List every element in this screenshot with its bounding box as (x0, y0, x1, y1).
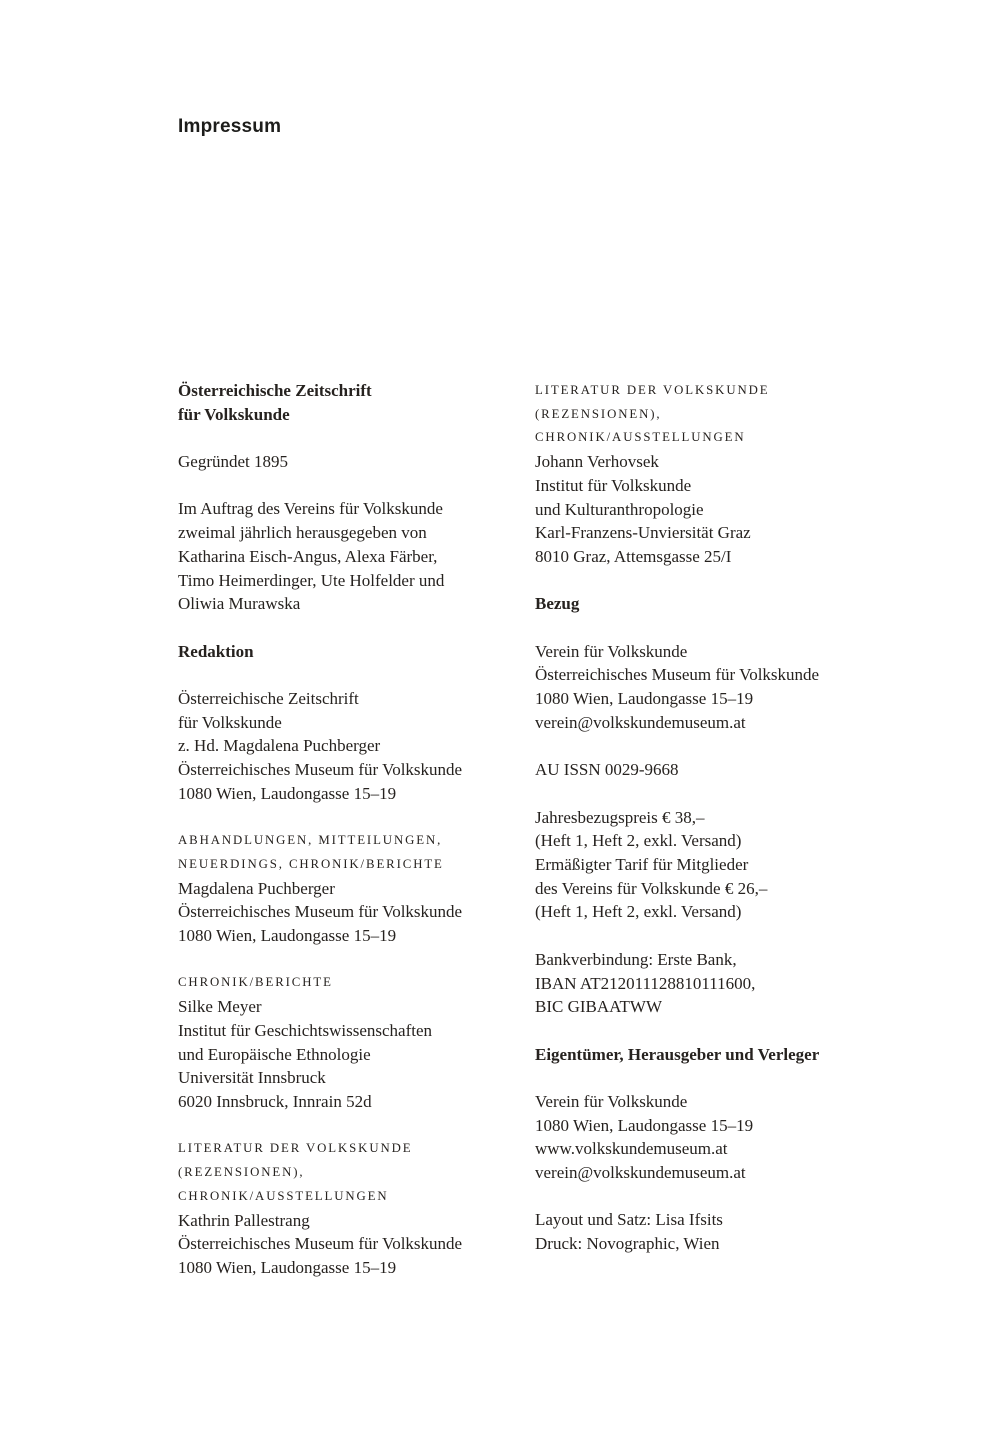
text-line: Layout und Satz: Lisa Ifsits (535, 1210, 723, 1230)
text-line: des Vereins für Volkskunde € 26,– (535, 878, 768, 898)
text-block (178, 971, 528, 1113)
section-heading-block (535, 592, 915, 616)
text-line: 1080 Wien, Laudongasse 15–19 (178, 926, 397, 946)
text-line: Österreichische Zeitschrift (178, 689, 359, 709)
text-line: Österreichisches Museum für Volkskunde (178, 902, 463, 922)
smallcaps-line: CHRONIK/BERICHTE (178, 975, 333, 990)
text-block (535, 948, 915, 1019)
text-block (535, 806, 915, 925)
text-line: zweimal jährlich herausgegeben von (178, 523, 427, 543)
text-line: Silke Meyer (178, 997, 262, 1017)
text-block (178, 687, 528, 806)
text-line: Bankverbindung: Erste Bank, (535, 949, 737, 969)
text-line: (Heft 1, Heft 2, exkl. Versand) (535, 902, 742, 922)
text-line: 1080 Wien, Laudongasse 15–19 (535, 689, 754, 709)
text-line: Jahresbezugspreis € 38,– (535, 807, 705, 827)
smallcaps-line: ABHANDLUNGEN, MITTEILUNGEN, (178, 833, 443, 848)
text-block (535, 379, 915, 569)
text-block (535, 1090, 915, 1185)
text-line: Magdalena Puchberger (178, 878, 335, 898)
text-line: Ermäßigter Tarif für Mitglieder (535, 855, 749, 874)
text-line: verein@volkskundemuseum.at (535, 1163, 746, 1183)
text-block (535, 758, 915, 782)
text-line: Johann Verhovsek (535, 452, 659, 472)
text-line: Universität Innsbruck (178, 1068, 326, 1088)
smallcaps-line: LITERATUR DER VOLKSKUNDE (535, 383, 770, 397)
text-line: Österreichisches Museum für Volkskunde (535, 665, 820, 685)
section-heading-block (535, 1043, 915, 1067)
text-line: z. Hd. Magdalena Puchberger (178, 736, 381, 756)
text-line: Institut für Geschichtswissenschaften (178, 1020, 432, 1040)
heading-line: Bezug (535, 594, 580, 614)
smallcaps-line: CHRONIK/AUSSTELLUNGEN (535, 430, 746, 445)
text-line: und Europäische Ethnologie (178, 1044, 371, 1064)
text-line: verein@volkskundemuseum.at (535, 712, 746, 732)
text-line: IBAN AT212011128810111600, (535, 973, 756, 993)
text-line: Verein für Volkskunde (535, 1091, 688, 1111)
right-column (535, 379, 915, 1280)
text-line: Verein für Volkskunde (535, 641, 688, 661)
smallcaps-line: CHRONIK/AUSSTELLUNGEN (178, 1188, 389, 1203)
text-line: 6020 Innsbruck, Innrain 52d (178, 1092, 372, 1111)
text-block (178, 450, 528, 474)
text-line: BIC GIBAATWW (535, 997, 663, 1017)
heading-line: Redaktion (178, 641, 254, 661)
text-line: Katharina Eisch-Angus, Alexa Färber, (178, 546, 438, 566)
text-line: Im Auftrag des Vereins für Volkskunde (178, 499, 443, 519)
text-line: Druck: Novographic, Wien (535, 1234, 720, 1254)
text-line: Timo Heimerdinger, Ute Holfelder und (178, 570, 445, 590)
smallcaps-line: (REZENSIONEN), (535, 406, 662, 421)
text-block (178, 829, 528, 948)
text-line: www.volkskundemuseum.at (535, 1139, 728, 1159)
text-line: Gegründet 1895 (178, 452, 289, 472)
text-line: 8010 Graz, Attemsgasse 25/I (535, 546, 732, 566)
left-column (178, 379, 528, 1303)
text-line: Österreichisches Museum für Volkskunde (178, 760, 463, 780)
text-line: AU ISSN 0029-9668 (535, 760, 679, 780)
text-line: und Kulturanthropologie (535, 499, 704, 519)
text-line: Österreichisches Museum für Volkskunde (178, 1234, 463, 1254)
text-block (178, 1137, 528, 1279)
page-title: Impressum (178, 116, 282, 137)
text-line: 1080 Wien, Laudongasse 15–19 (178, 1257, 397, 1277)
smallcaps-line: (REZENSIONEN), (178, 1165, 305, 1180)
text-line: Institut für Volkskunde (535, 475, 692, 495)
text-line: (Heft 1, Heft 2, exkl. Versand) (535, 831, 742, 851)
smallcaps-line: LITERATUR DER VOLKSKUNDE (178, 1141, 413, 1156)
section-heading-block (178, 640, 528, 664)
text-line: für Volkskunde (178, 712, 282, 732)
text-block (178, 379, 528, 426)
heading-line: für Volkskunde (178, 404, 290, 424)
text-line: Oliwia Murawska (178, 594, 301, 614)
smallcaps-line: NEUERDINGS, CHRONIK/BERICHTE (178, 856, 444, 871)
heading-line: Eigentümer, Herausgeber und Verleger (535, 1044, 820, 1064)
text-block (535, 640, 915, 735)
text-block (178, 497, 528, 616)
text-line: Karl-Franzens-Unviersität Graz (535, 523, 751, 543)
text-block (535, 1208, 915, 1255)
text-line: Kathrin Pallestrang (178, 1210, 310, 1230)
text-line: 1080 Wien, Laudongasse 15–19 (535, 1115, 754, 1135)
text-line: 1080 Wien, Laudongasse 15–19 (178, 783, 397, 803)
heading-line: Österreichische Zeitschrift (178, 381, 372, 400)
